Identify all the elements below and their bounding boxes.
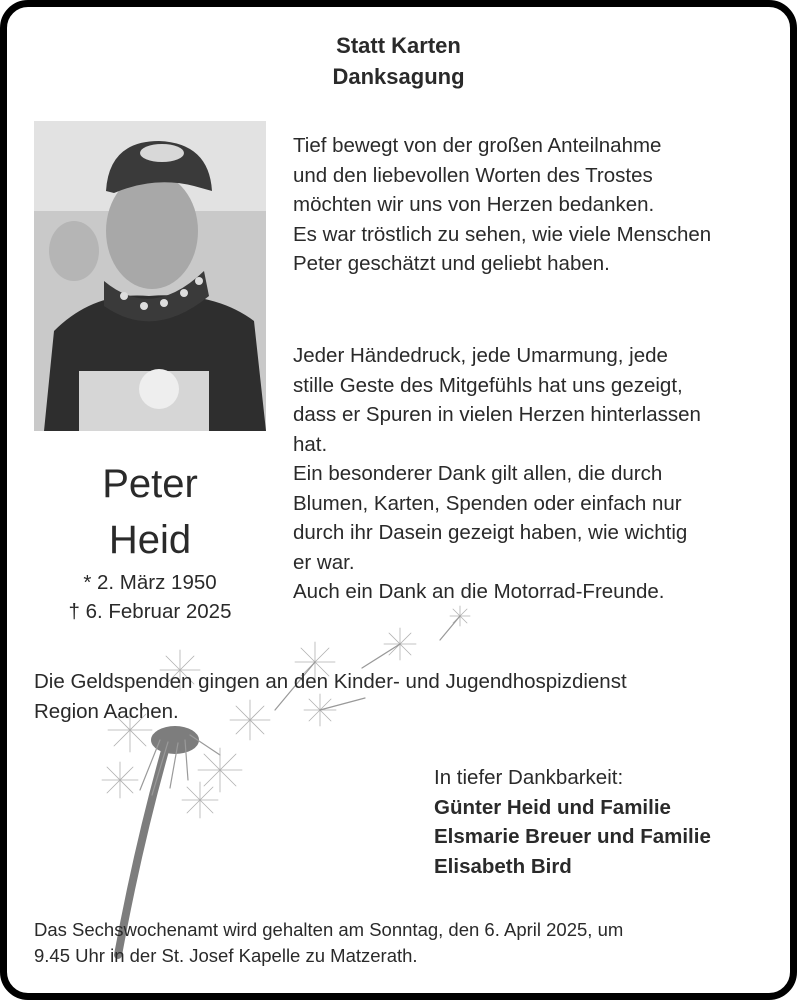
signature-name: Elsmarie Breuer und Familie (434, 825, 711, 848)
signature-block (434, 763, 711, 881)
donation-note (34, 667, 627, 726)
message-line: Es war tröstlich zu sehen, wie viele Menschen (293, 222, 712, 246)
message-line: Auch ein Dank an die Motorrad-Freunde. (293, 580, 665, 603)
footer-line: Das Sechswochenamt wird gehalten am Sonntag, den 6. April 2025, um (34, 919, 624, 940)
deceased-last-name: Heid (108, 518, 192, 562)
message-line: möchten wir uns von Herzen bedanken. (293, 193, 655, 216)
header-statt-karten: Statt Karten (336, 33, 461, 58)
message-paragraph-2 (293, 341, 701, 607)
signature-name: Günter Heid und Familie (434, 795, 671, 819)
birth-date: * 2. März 1950 (83, 571, 217, 594)
message-line: Ein besonderer Dank gilt allen, die durch (293, 462, 663, 485)
message-line: und den liebevollen Worten des Trostes (293, 163, 653, 187)
message-line: Blumen, Karten, Spenden oder einfach nur (293, 491, 682, 515)
memorial-service-note (34, 917, 623, 969)
message-line: dass er Spuren in vielen Herzen hinterlassen (293, 403, 701, 426)
message-line: Tief bewegt von der großen Anteilnahme (293, 134, 662, 157)
donation-line: Die Geldspenden gingen an den Kinder- und Jugendhospizdienst (34, 670, 627, 693)
header-danksagung: Danksagung (332, 64, 465, 89)
footer-line: 9.45 Uhr in der St. Josef Kapelle zu Matzerath. (34, 945, 418, 966)
message-paragraph-1 (293, 131, 711, 279)
message-line: hat. (293, 432, 328, 456)
message-line: Jeder Händedruck, jede Umarmung, jede (293, 344, 668, 367)
deceased-first-name: Peter (102, 462, 198, 506)
message-line: stille Geste des Mitgefühls hat uns gezeigt, (293, 373, 683, 397)
portrait-photo (34, 121, 266, 431)
message-line: durch ihr Dasein gezeigt haben, wie wichtig (293, 521, 688, 544)
donation-line: Region Aachen. (34, 699, 179, 723)
signature-name: Elisabeth Bird (434, 854, 572, 878)
death-date: † 6. Februar 2025 (68, 600, 232, 623)
message-line: Peter geschätzt und geliebt haben. (293, 252, 610, 275)
signature-intro: In tiefer Dankbarkeit: (434, 766, 624, 789)
person-silhouette-icon (34, 121, 266, 431)
message-line: er war. (293, 550, 355, 574)
